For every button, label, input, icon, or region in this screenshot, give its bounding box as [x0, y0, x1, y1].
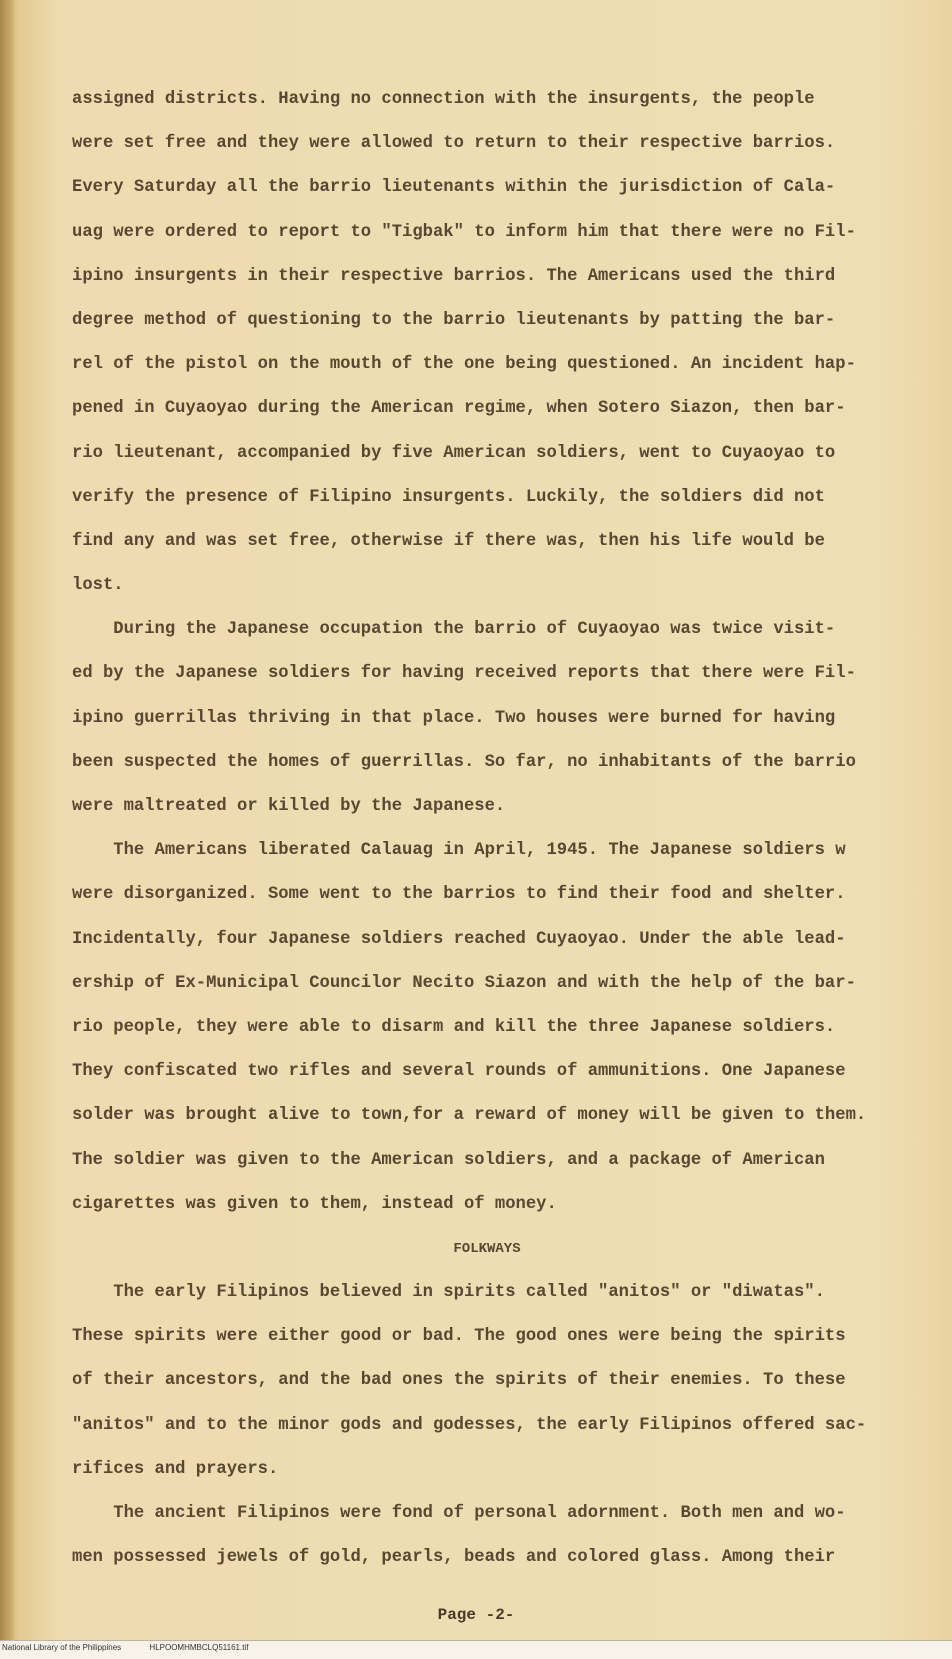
text-line: These spirits were either good or bad. The good ones were being the spirits — [72, 1327, 846, 1347]
text-line: The early Filipinos believed in spirits called "anitos" or "diwatas". — [72, 1283, 825, 1303]
text-line: rel of the pistol on the mouth of the one being questioned. An incident hap- — [72, 355, 856, 375]
document-body — [72, 78, 902, 1580]
text-line: assigned districts. Having no connection with the insurgents, the people — [72, 90, 815, 109]
scan-footer — [0, 1640, 952, 1659]
text-line: of their ancestors, and the bad ones the spirits of their enemies. To these — [72, 1371, 846, 1391]
text-line: ed by the Japanese soldiers for having received reports that there were Fil- — [72, 664, 856, 684]
footer-library-name: National Library of the Philippines — [2, 1643, 122, 1652]
page-number: Page -2- — [437, 1606, 515, 1624]
text-line: ership of Ex-Municipal Councilor Necito Siazon and with the help of the bar- — [72, 973, 856, 993]
text-line: were disorganized. Some went to the barrios to find their food and shelter. — [72, 885, 846, 905]
text-line: During the Japanese occupation the barrio of Cuyaoyao was twice visit- — [72, 620, 836, 640]
text-line: ipino insurgents in their respective barrios. The Americans used the third — [72, 266, 836, 286]
text-line: men possessed jewels of gold, pearls, beads and colored glass. Among their — [72, 1548, 836, 1568]
text-line: rio people, they were able to disarm and kill the three Japanese soldiers. — [72, 1017, 836, 1037]
footer-file-code: HLPOOMHMBCLQ51161.tif — [149, 1643, 249, 1652]
text-line: The ancient Filipinos were fond of personal adornment. Both men and wo- — [72, 1504, 846, 1523]
text-line: solder was brought alive to town,for a reward of money will be given to them. — [72, 1106, 867, 1126]
page-binding-edge — [0, 0, 14, 1640]
text-line: find any and was set free, otherwise if there was, then his life would be — [72, 531, 825, 551]
text-line: "anitos" and to the minor gods and godesses, the early Filipinos offered sac- — [72, 1415, 867, 1435]
section-heading: FOLKWAYS — [453, 1240, 521, 1257]
text-line: ipino guerrillas thriving in that place. Two houses were burned for having — [72, 708, 836, 728]
text-line: rio lieutenant, accompanied by five American soldiers, went to Cuyaoyao to — [72, 443, 836, 463]
text-line: uag were ordered to report to "Tigbak" to inform him that there were no Fil- — [72, 222, 856, 242]
text-line: degree method of questioning to the barrio lieutenants by patting the bar- — [72, 310, 836, 330]
text-line: The Americans liberated Calauag in April, 1945. The Japanese soldiers w — [72, 841, 846, 861]
text-line: verify the presence of Filipino insurgents. Luckily, the soldiers did not — [72, 487, 825, 507]
text-line: pened in Cuyaoyao during the American regime, when Sotero Siazon, then bar- — [72, 399, 846, 419]
text-line: been suspected the homes of guerrillas. So far, no inhabitants of the barrio — [72, 752, 856, 772]
text-line: They confiscated two rifles and several rounds of ammunitions. One Japanese — [72, 1062, 846, 1082]
text-line: The soldier was given to the American soldiers, and a package of American — [72, 1150, 825, 1170]
text-line: Incidentally, four Japanese soldiers reached Cuyaoyao. Under the able lead- — [72, 929, 846, 949]
text-line: were set free and they were allowed to return to their respective barrios. — [72, 134, 836, 154]
text-line: rifices and prayers. — [72, 1459, 279, 1479]
text-line: Every Saturday all the barrio lieutenants within the jurisdiction of Cala- — [72, 178, 836, 198]
text-line: lost. — [72, 576, 124, 596]
text-line: cigarettes was given to them, instead of money. — [72, 1194, 557, 1214]
text-line: were maltreated or killed by the Japanese. — [72, 797, 506, 816]
